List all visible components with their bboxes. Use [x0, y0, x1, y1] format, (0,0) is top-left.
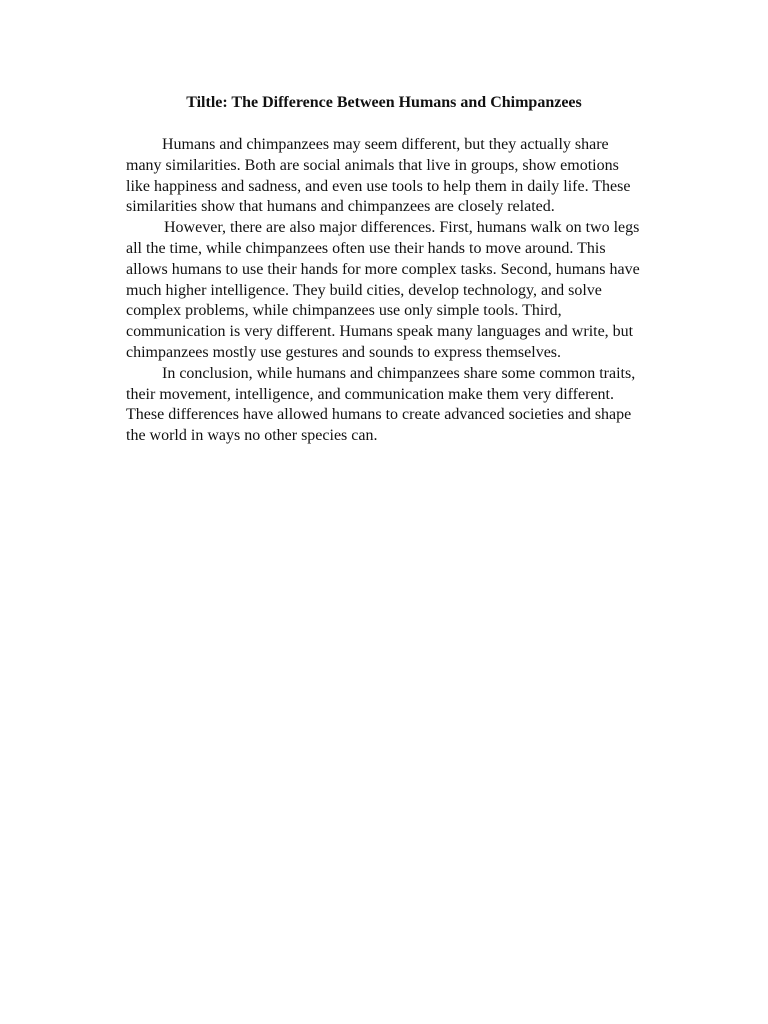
document-title: Tiltle: The Difference Between Humans and Chimpanzees — [186, 94, 582, 111]
paragraph-conclusion: In conclusion, while humans and chimpanzees share some common traits, their movement, intelligence, and communication make them very different. These differences have allowed humans to create advanced societies and shape the world in ways no other species can. — [126, 364, 636, 445]
paragraph-differences: However, there are also major differences. First, humans walk on two legs all the time, while chimpanzees often use their hands to move around. This allows humans to use their hands for more complex tasks. Second, humans have much higher intelligence. They build cities, develop technology, and solve complex problems, while chimpanzees use only simple tools. Third, communication is very different. Humans speak many languages and write, but chimpanzees mostly use gestures and sounds to express themselves. — [126, 219, 640, 361]
paragraph-intro: Humans and chimpanzees may seem different, but they actually share many similarities. Both are social animals that live in groups, show emotions like happiness and sadness, and even use tools to help them in daily life. These similarities show that humans and chimpanzees are closely related. — [126, 136, 631, 216]
document-body — [126, 135, 646, 447]
